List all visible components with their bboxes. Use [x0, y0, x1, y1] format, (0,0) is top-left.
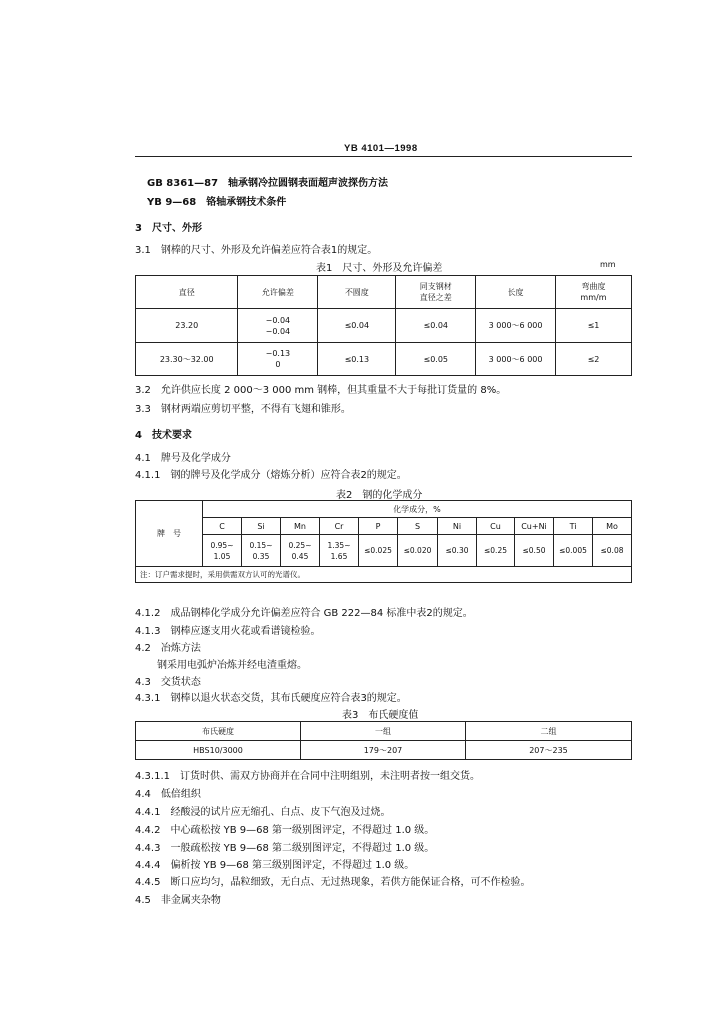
t1-r1-tol-lower: −0.04	[265, 326, 291, 336]
t2-val-mo: ≤0.08	[593, 535, 632, 567]
para-4-3: 4.3 交货状态	[135, 677, 201, 688]
t1-r1-tolerance	[238, 309, 318, 343]
t1-header-bend-line2: mm/m	[580, 293, 607, 302]
t2-el-c: C	[203, 518, 242, 535]
t1-r2-diameter: 23.30～32.00	[136, 343, 238, 376]
t2-el-ni: Ni	[438, 518, 477, 535]
t2-val-c	[203, 535, 242, 567]
para-4-1: 4.1 牌号及化学成分	[135, 453, 231, 464]
para-4-4-5: 4.4.5 断口应均匀，晶粒细致，无白点、无过热现象，若供方能保证合格，可不作检验。	[135, 877, 531, 888]
t2-el-si: Si	[242, 518, 281, 535]
para-4-4-4: 4.4.4 偏析按 YB 9—68 第三级别图评定，不得超过 1.0 级。	[135, 860, 415, 871]
t2-header-composition: 化学成分，%	[203, 501, 632, 518]
para-4-2-body: 钢采用电弧炉冶炼并经电渣重熔。	[157, 660, 307, 671]
para-4-4: 4.4 低倍组织	[135, 789, 201, 800]
t1-r1-length: 3 000～6 000	[476, 309, 556, 343]
ref-line-2: YB 9—68 铬轴承钢技术条件	[147, 197, 287, 208]
t2-val-mn-max: 0.45	[291, 551, 309, 561]
t1-header-bend	[555, 276, 631, 309]
t2-el-cu: Cu	[477, 518, 515, 535]
para-4-4-2: 4.4.2 中心疏松按 YB 9—68 第一级别图评定，不得超过 1.0 级。	[135, 825, 435, 836]
t1-r1-bend: ≤1	[555, 309, 631, 343]
t2-val-si-max: 0.35	[252, 551, 270, 561]
t2-val-ti: ≤0.005	[554, 535, 593, 567]
t3-val-group1: 179～207	[301, 741, 466, 760]
para-3-2: 3.2 允许供应长度 2 000～3 000 mm 钢棒，但其重量不大于每批订货量的 8%。	[135, 385, 507, 396]
t1-r1-tol-upper: −0.04	[265, 315, 291, 325]
t2-val-cr-max: 1.65	[330, 551, 348, 561]
doc-header: YB 4101—1998	[344, 143, 418, 154]
para-4-3-1: 4.3.1 钢棒以退火状态交货，其布氏硬度应符合表3的规定。	[135, 693, 407, 704]
header-rule	[135, 156, 632, 157]
t2-note: 注：订户需求提时，采用供需双方认可的光谱仪。	[136, 567, 632, 583]
t1-header-tolerance: 允许偏差	[238, 276, 318, 309]
t2-el-cr: Cr	[320, 518, 359, 535]
t1-header-bend-line1: 弯曲度	[581, 282, 606, 291]
para-3-1: 3.1 钢棒的尺寸、外形及允许偏差应符合表1的规定。	[135, 245, 378, 256]
para-4-2: 4.2 冶炼方法	[135, 643, 201, 654]
t2-el-s: S	[398, 518, 438, 535]
table1-unit: mm	[600, 260, 616, 269]
table3-caption: 表3 布氏硬度值	[342, 710, 419, 721]
para-4-5: 4.5 非金属夹杂物	[135, 895, 221, 906]
t1-r2-length: 3 000～6 000	[476, 343, 556, 376]
t1-header-diff-line1: 同支钢材	[419, 282, 452, 291]
t2-el-ti: Ti	[554, 518, 593, 535]
t1-r2-diff: ≤0.05	[396, 343, 476, 376]
t2-val-cu: ≤0.25	[477, 535, 515, 567]
t2-el-cuni: Cu+Ni	[515, 518, 554, 535]
para-4-3-1-1: 4.3.1.1 订货时供、需双方协商并在合同中注明组别，未注明者按一组交货。	[135, 771, 480, 782]
table-3	[135, 721, 632, 760]
t2-val-si	[242, 535, 281, 567]
table2-caption: 表2 钢的化学成分	[336, 490, 423, 501]
table-1	[135, 275, 632, 376]
t2-val-ni: ≤0.30	[438, 535, 477, 567]
t1-r1-ovality: ≤0.04	[318, 309, 396, 343]
t2-val-cuni: ≤0.50	[515, 535, 554, 567]
table-row	[136, 535, 632, 567]
t1-header-length: 长度	[476, 276, 556, 309]
t2-val-cr-min: 1.35~	[327, 540, 351, 550]
t1-r2-tol-lower: 0	[275, 360, 281, 369]
para-4-1-2: 4.1.2 成品钢棒化学成分允许偏差应符合 GB 222—84 标准中表2的规定。	[135, 608, 473, 619]
t2-el-mo: Mo	[593, 518, 632, 535]
para-3-3: 3.3 钢材两端应剪切平整，不得有飞翅和锥形。	[135, 404, 351, 415]
t2-val-p: ≤0.025	[359, 535, 398, 567]
t2-val-mn-min: 0.25~	[288, 540, 312, 550]
t2-val-s: ≤0.020	[398, 535, 438, 567]
t1-header-diff-line2: 直径之差	[419, 293, 452, 302]
t1-header-diameter: 直径	[136, 276, 238, 309]
t1-header-diameter-diff	[396, 276, 476, 309]
table-row	[136, 309, 632, 343]
t2-val-si-min: 0.15~	[249, 540, 273, 550]
t3-header-hardness: 布氏硬度	[136, 722, 301, 741]
t2-val-c-min: 0.95~	[210, 540, 234, 550]
ref-line-1: GB 8361—87 轴承钢冷拉圆钢表面超声波探伤方法	[147, 178, 389, 189]
table1-caption: 表1 尺寸、外形及允许偏差	[316, 263, 443, 274]
t2-val-cr	[320, 535, 359, 567]
section-3-title: 3 尺寸、外形	[135, 223, 202, 234]
section-4-title: 4 技术要求	[135, 430, 192, 441]
t3-val-group2: 207～235	[466, 741, 632, 760]
t2-val-mn	[281, 535, 320, 567]
t1-r2-ovality: ≤0.13	[318, 343, 396, 376]
t1-header-ovality: 不圆度	[318, 276, 396, 309]
t2-val-c-max: 1.05	[213, 551, 231, 561]
table-2	[135, 500, 632, 583]
para-4-4-1: 4.4.1 经酸浸的试片应无缩孔、白点、皮下气泡及过烧。	[135, 807, 391, 818]
t1-r1-diff: ≤0.04	[396, 309, 476, 343]
t1-r2-tol-upper: −0.13	[265, 349, 291, 358]
table-row	[136, 741, 632, 760]
t1-r2-tolerance	[238, 343, 318, 376]
table-row	[136, 343, 632, 376]
para-4-1-3: 4.1.3 钢棒应逐支用火花或看谱镜检验。	[135, 626, 321, 637]
para-4-1-1: 4.1.1 钢的牌号及化学成分（熔炼分析）应符合表2的规定。	[135, 470, 407, 481]
t2-el-mn: Mn	[281, 518, 320, 535]
t2-header-grade: 牌 号	[136, 501, 203, 567]
t3-header-group1: 一组	[301, 722, 466, 741]
t1-r1-diameter: 23.20	[136, 309, 238, 343]
t1-r2-bend: ≤2	[555, 343, 631, 376]
t3-header-group2: 二组	[466, 722, 632, 741]
t3-val-hardness: HBS10/3000	[136, 741, 301, 760]
t2-el-p: P	[359, 518, 398, 535]
para-4-4-3: 4.4.3 一般疏松按 YB 9—68 第二级别图评定，不得超过 1.0 级。	[135, 843, 435, 854]
